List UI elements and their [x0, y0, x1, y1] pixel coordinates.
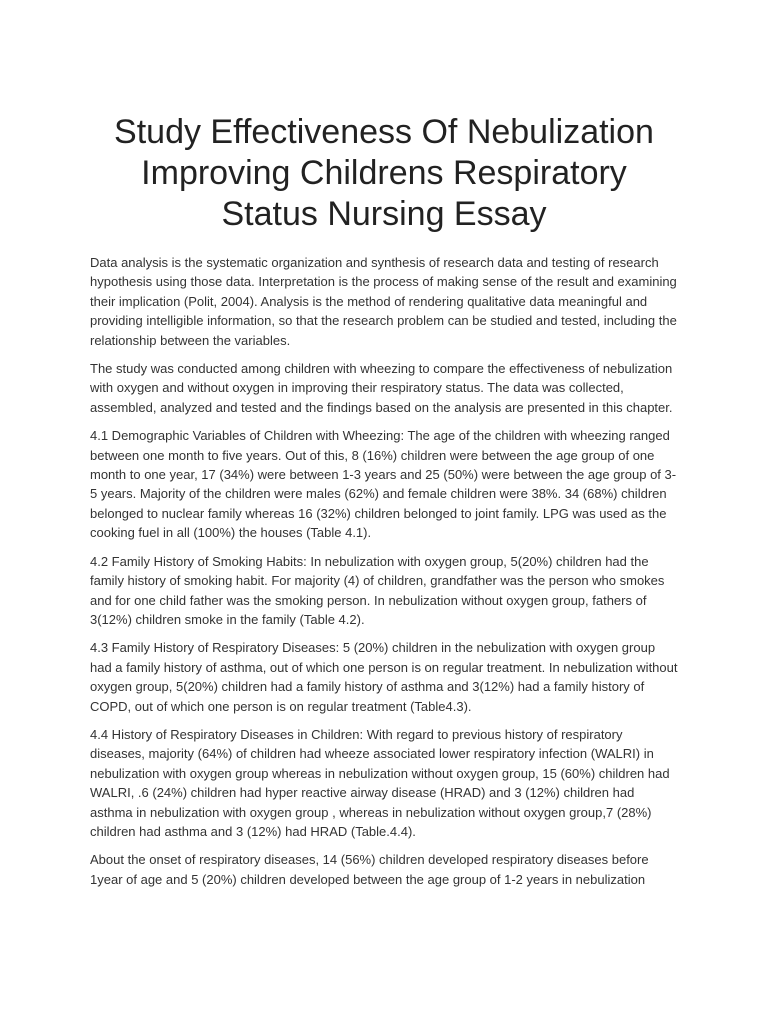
- paragraph-intro-data-analysis: Data analysis is the systematic organization and synthesis of research data and testing of research hypothesis using those data. Interpretation is the process of making sense of the result and examining their implication (Polit, 2004). Analysis is the method of rendering qualitative data meaningful and providing intelligible information, so that the research problem can be studied and tested, including the relationship between the variables.: [90, 255, 677, 348]
- paragraph-smoking-habits: 4.2 Family History of Smoking Habits: In nebulization with oxygen group, 5(20%) children had the family history of smoking habit. For majority (4) of children, grandfather was the person who smokes and for one child father was the smoking person. In nebulization without oxygen group, fathers of 3(12%) children smoke in the family (Table 4.2).: [90, 553, 665, 627]
- paragraph-respiratory-history-children: 4.4 History of Respiratory Diseases in Children: With regard to previous history of respiratory diseases, majority (64%) of children had wheeze associated lower respiratory infection (WALRI) in nebulization with oxygen group whereas in nebulization without oxygen group, 15 (60%) children had WALRI, .6 (24%) children had hyper reactive airway disease (HRAD) and 3 (12%) children had asthma in nebulization with oxygen group , whereas in nebulization without oxygen group,7 (28%) children had asthma and 3 (12%) had HRAD (Table.4.4).: [90, 726, 670, 839]
- document-title: [90, 112, 678, 235]
- paragraph-study-overview: The study was conducted among children with wheezing to compare the effectiveness of nebulization with oxygen and without oxygen in improving their respiratory status. The data was collected, assembled, analyzed and tested and the findings based on the analysis are presented in this chapter.: [90, 361, 673, 415]
- title-line-2: Improving Childrens Respiratory: [141, 154, 627, 192]
- paragraph-demographic-variables: 4.1 Demographic Variables of Children with Wheezing: The age of the children with wheezing ranged between one month to five years. Out of this, 8 (16%) children were between the age group of one month to one year, 17 (34%) were between 1-3 years and 25 (50%) were between the age group of 3-5 years. Majority of the children were males (62%) and female children were 38%. 34 (68%) children belonged to nuclear family whereas 16 (32%) children belonged to joint family. LPG was used as the cooking fuel in all (100%) the houses (Table 4.1).: [90, 428, 677, 541]
- paragraph-onset-respiratory-diseases: About the onset of respiratory diseases, 14 (56%) children developed respiratory diseases before 1year of age and 5 (20%) children developed between the age group of 1-2 years in nebulization: [90, 852, 649, 887]
- paragraph-family-respiratory-diseases: 4.3 Family History of Respiratory Diseases: 5 (20%) children in the nebulization with oxygen group had a family history of asthma, out of which one person is on regular treatment. In nebulization without oxygen group, 5(20%) children had a family history of asthma and 3(12%) had a family history of COPD, out of which one person is on regular treatment (Table4.3).: [90, 640, 678, 714]
- title-line-3: Status Nursing Essay: [221, 195, 547, 233]
- title-line-1: Study Effectiveness Of Nebulization: [114, 113, 654, 151]
